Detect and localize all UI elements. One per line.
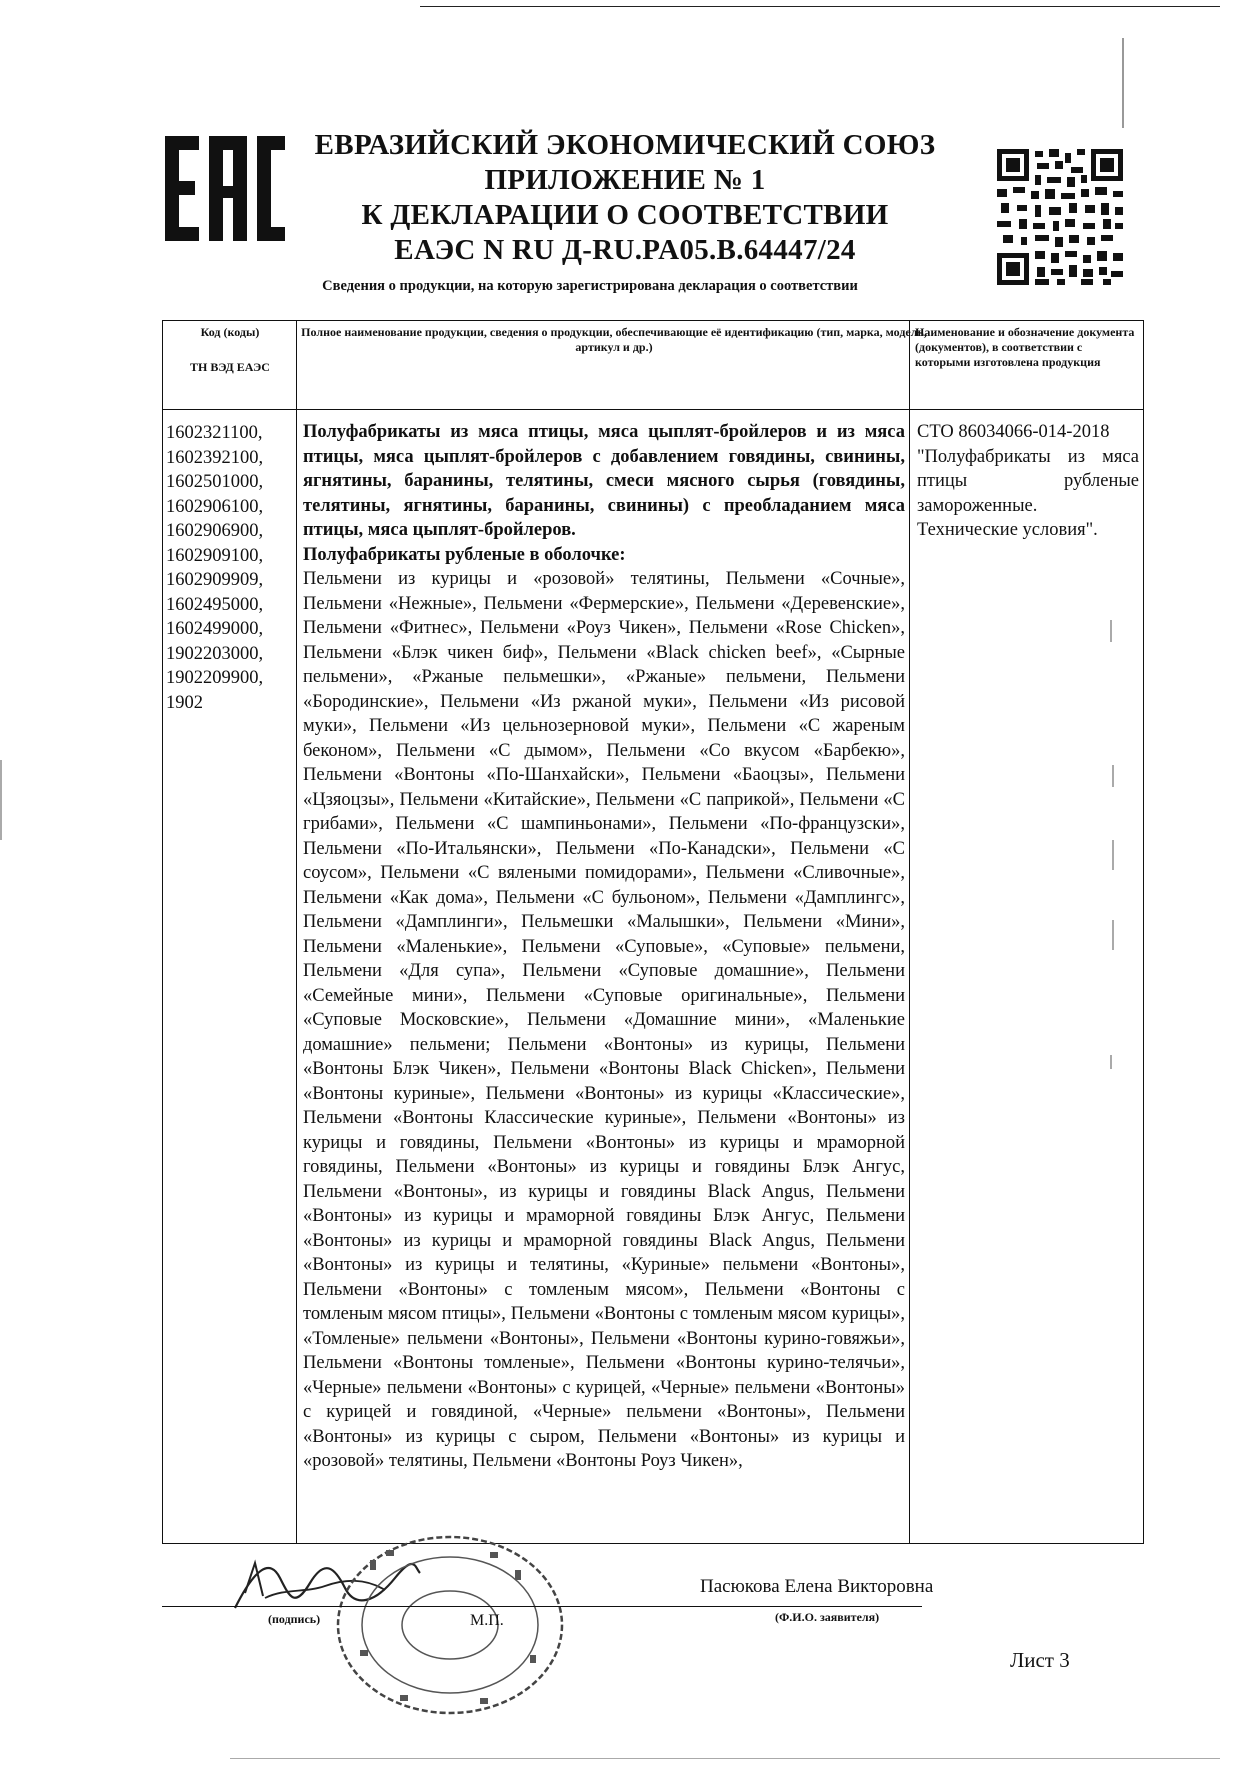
- product-intro: Полуфабрикаты из мяса птицы, мяса цыплят-бройлеров и из мяса птицы, мяса цыплят-бройлеров с добавлением говядины, свинины, ягнятины, баранины, телятины, смеси мясного сырья (говядины, телятины, ягнятины, баранины, свинины) с преобладанием мяса птицы, мяса цыплят-бройлеров.: [303, 422, 905, 540]
- sheet-number: Лист 3: [1010, 1648, 1070, 1672]
- product-table: [162, 320, 1144, 1544]
- tn-ved-code: 1902203000,: [166, 643, 264, 664]
- scan-mark: [1112, 765, 1114, 787]
- standard-title: "Полуфабрикаты из мяса птицы рубленые замороженные. Технические условия".: [917, 446, 1139, 540]
- scan-mark: [1110, 1055, 1112, 1069]
- tn-ved-code: 1602501000,: [166, 472, 264, 492]
- header-union: ЕВРАЗИЙСКИЙ ЭКОНОМИЧЕСКИЙ СОЮЗ: [314, 129, 936, 161]
- tn-ved-code: 1602906900,: [166, 521, 264, 541]
- signature-line: [162, 1606, 922, 1607]
- bottom-border-line: [230, 1758, 1220, 1759]
- top-border-line: [420, 6, 1220, 7]
- product-description: [303, 420, 905, 1474]
- tn-ved-code: 1902209900,: [166, 668, 264, 688]
- scan-mark: [0, 760, 2, 840]
- table-header-product: Полное наименование продукции, сведения о продукции, обеспечивающие её идентификацию (тип, марка, модель, артикул и др.): [301, 325, 927, 354]
- tn-ved-code: 1602909100,: [166, 545, 264, 566]
- table-header-divider: [163, 409, 1143, 410]
- table-divider-col1: [296, 321, 297, 1543]
- tn-ved-code: 1602909909,: [166, 570, 264, 590]
- qr-code: [995, 147, 1125, 287]
- applicant-name: Пасюкова Елена Викторовна: [700, 1576, 934, 1597]
- header-codes-line1: Код (коды): [200, 325, 260, 339]
- scan-mark: [1122, 38, 1124, 128]
- tn-ved-code: 1602392100,: [166, 447, 264, 468]
- table-header-standard: Наименование и обозначение документа (документов), в соответствии с которыми изготовлена продукция: [915, 325, 1135, 369]
- scan-mark: [1110, 620, 1112, 642]
- tn-ved-code: 1602499000,: [166, 619, 264, 639]
- document-subtitle: Сведения о продукции, на которую зарегистрирована декларация о соответствии: [322, 278, 858, 294]
- scan-mark: [1112, 920, 1114, 950]
- header-appendix: ПРИЛОЖЕНИЕ № 1: [484, 164, 766, 196]
- table-divider-col2: [909, 321, 910, 1543]
- header-number: ЕАЭС N RU Д-RU.PA05.B.64447/24: [394, 234, 856, 266]
- fio-label: (Ф.И.О. заявителя): [775, 1610, 880, 1624]
- tn-ved-code: 1602906100,: [166, 496, 264, 517]
- header-codes-line2: ТН ВЭД ЕАЭС: [190, 360, 270, 374]
- table-header-codes: [165, 325, 295, 375]
- standard-document: [917, 420, 1139, 543]
- standard-code: СТО 86034066-014-2018: [917, 422, 1110, 442]
- tn-ved-codes: [166, 421, 296, 715]
- tn-ved-code: 1602495000,: [166, 594, 264, 615]
- signature-label: (подпись): [268, 1612, 321, 1626]
- tn-ved-code: 1902: [166, 692, 203, 713]
- scan-mark: [1112, 840, 1114, 870]
- eac-logo: [165, 136, 285, 241]
- tn-ved-code: 1602321100,: [166, 423, 263, 443]
- company-seal: [330, 1530, 570, 1720]
- seal-label: М.П.: [470, 1612, 504, 1629]
- product-subheading: Полуфабрикаты рубленые в оболочке:: [303, 544, 626, 565]
- document-header: [300, 128, 950, 268]
- product-list: Пельмени из курицы и «розовой» телятины, Пельмени «Сочные», Пельмени «Нежные», Пельмени «Фермерские», Пельмени «Деревенские», Пельмени «Фитнес», Пельмени «Роуз Чикен», Пельмени «Rose Chicken», Пельмени «Блэк чикен биф», Пельмени «Black chicken beef», «Сырные пельмени», «Ржаные пельмешки», «Ржаные» пельмени, Пельмени «Бородинские», Пельмени «Из ржаной муки», Пельмени «Из рисовой муки», Пельмени «Из цельнозерновой муки», Пельмени «С жареным беконом», Пельмени «С дымом», Пельмени «Со вкусом «Барбекю», Пельмени «Вонтоны «По-Шанхайски», Пельмени «Баоцзы», Пельмени «Цзяоцзы», Пельмени «Китайские», Пельмени «С паприкой», Пельмени «С грибами», Пельмени «С шампиньонами», Пельмени «По-французски», Пельмени «По-Итальянски», Пельмени «По-Канадски», Пельмени «С соусом», Пельмени «С вялеными помидорами», Пельмени «Сливочные», Пельмени «Как дома», Пельмени «С бульоном», Пельмени «Дамплингс», Пельмени «Дамплинги», Пельмешки «Малышки», Пельмени «Мини», Пельмени «Маленькие», Пельмени «Суповые», «Суповые» пельмени, Пельмени «Для супа», Пельмени «Суповые домашние», Пельмени «Семейные мини», Пельмени «Суповые оригинальные», Пельмени «Суповые Московские», Пельмени «Домашние мини», «Маленькие домашние» пельмени; Пельмени «Вонтоны» из курицы, Пельмени «Вонтоны Блэк Чикен», Пельмени «Вонтоны Black Chicken», Пельмени «Вонтоны куриные», Пельмени «Вонтоны» из курицы «Классические», Пельмени «Вонтоны Классические куриные», Пельмени «Вонтоны» из курицы и говядины, Пельмени «Вонтоны» из курицы и мраморной говядины, Пельмени «Вонтоны» из курицы и говядины Блэк Ангус, Пельмени «Вонтоны», из курицы и говядины Black Angus, Пельмени «Вонтоны» из курицы и мраморной говядины Блэк Ангус, Пельмени «Вонтоны» из курицы и мраморной говядины Black Angus, Пельмени «Вонтоны» из курицы и телятины, «Куриные» пельмени «Вонтоны», Пельмени «Вонтоны» с томленым мясом», Пельмени «Вонтоны с томленым мясом птицы», Пельмени «Вонтоны с томленым мясом курицы», «Томленые» пельмени «Вонтоны», Пельмени «Вонтоны курино-говяжьи», Пельмени «Вонтоны томленые», Пельмени «Вонтоны курино-телячьи», «Черные» пельмени «Вонтоны» с курицей, «Черные» пельмени «Вонтоны» с курицей и говядиной, «Черные» пельмени «Вонтоны», Пельмени «Вонтоны» из курицы с сыром, Пельмени «Вонтоны» из курицы и «розовой» телятины, Пельмени «Вонтоны Роуз Чикен»,: [303, 569, 905, 1471]
- header-declaration: К ДЕКЛАРАЦИИ О СООТВЕТСТВИИ: [361, 199, 889, 231]
